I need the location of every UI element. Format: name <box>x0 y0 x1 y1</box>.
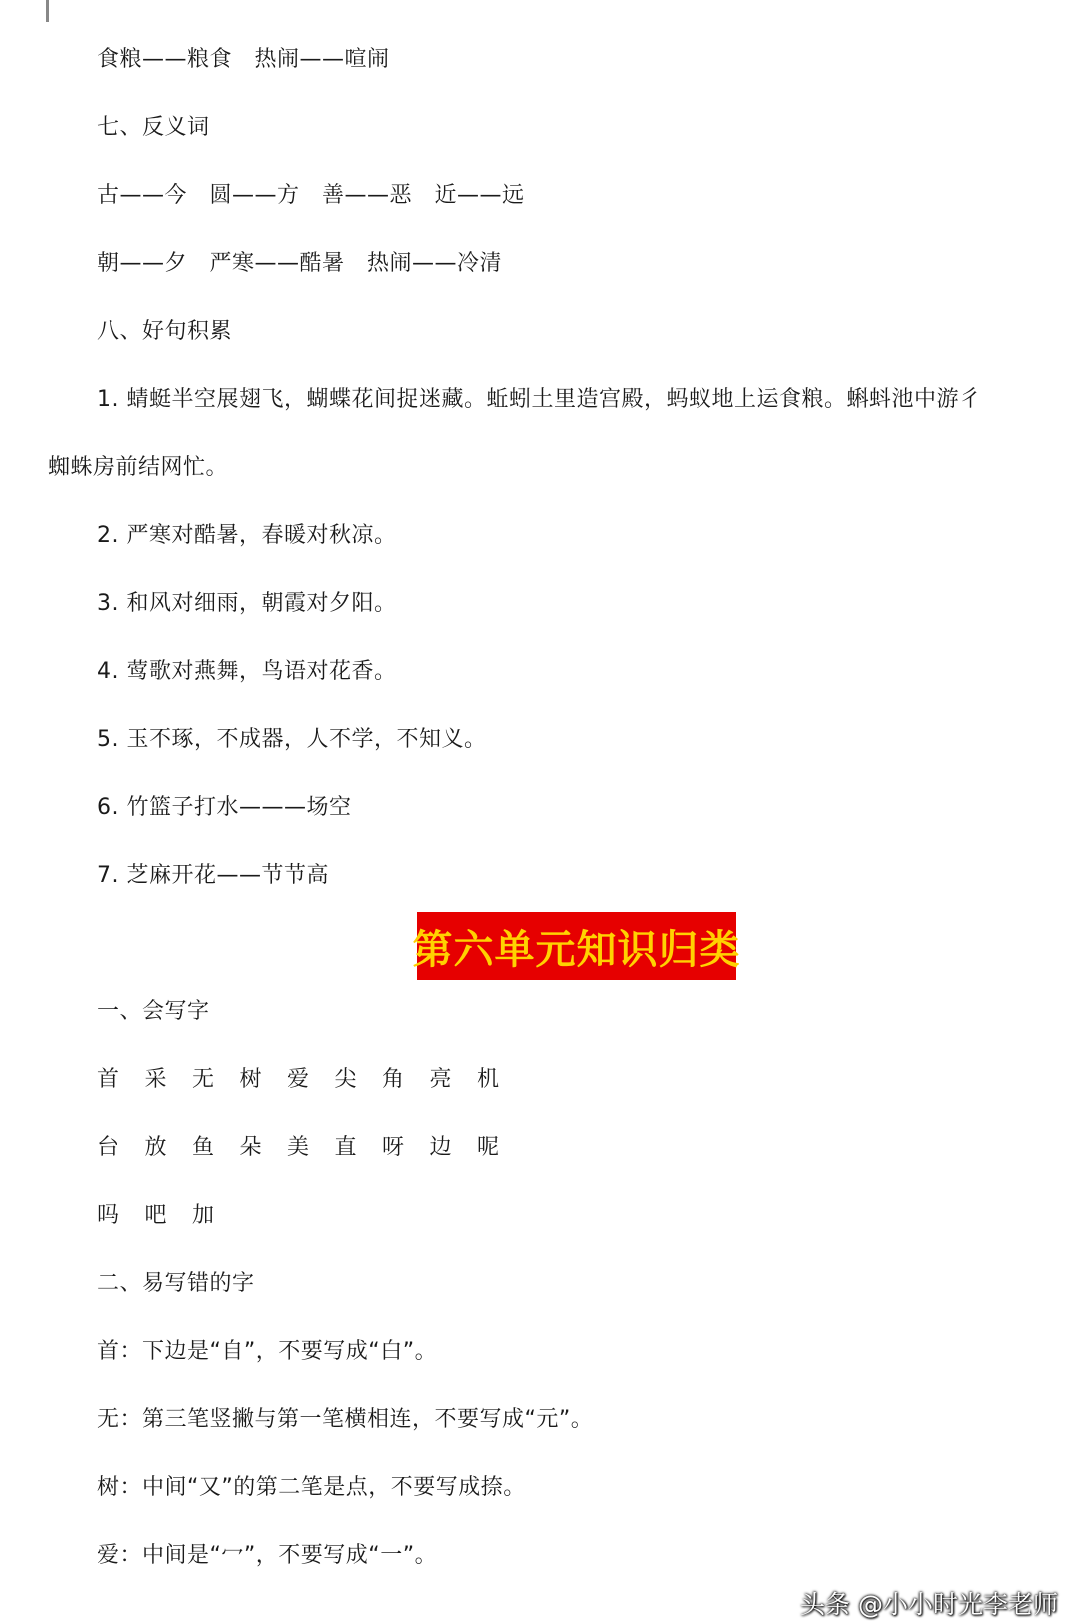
sentence-3: 3. 和风对细雨，朝霞对夕阳。 <box>97 591 397 616</box>
char-item: 美 <box>287 1135 310 1160</box>
char-item: 采 <box>144 1067 167 1092</box>
char-item: 边 <box>429 1135 452 1160</box>
mistake-2: 无：第三笔竖撇与第一笔横相连，不要写成“元”。 <box>97 1407 594 1432</box>
sentence-6: 6. 竹篮子打水———场空 <box>97 795 352 820</box>
char-item: 亮 <box>429 1067 452 1092</box>
char-item: 首 <box>97 1067 120 1092</box>
mistake-3: 树：中间“又”的第二笔是点，不要写成捺。 <box>97 1475 526 1500</box>
char-item: 角 <box>382 1067 405 1092</box>
char-item: 尖 <box>334 1067 357 1092</box>
sentence-5: 5. 玉不琢，不成器，人不学，不知义。 <box>97 727 487 752</box>
sentence-1-part-a: 1. 蜻蜓半空展翅飞，蝴蝶花间捉迷藏。蚯蚓土里造宫殿，蚂蚁地上运食粮。蝌蚪池中游彳 <box>97 387 982 412</box>
char-item: 直 <box>334 1135 357 1160</box>
heading-mistake-chars: 二、易写错的字 <box>97 1271 255 1296</box>
sentence-1-clip <box>0 385 1040 417</box>
antonyms-line-2: 朝——夕 严寒——酷暑 热闹——冷清 <box>97 251 503 276</box>
char-item: 台 <box>97 1135 120 1160</box>
sentence-4: 4. 莺歌对燕舞，鸟语对花香。 <box>97 659 397 684</box>
char-item: 朵 <box>239 1135 262 1160</box>
char-item: 呀 <box>382 1135 405 1160</box>
sentence-7: 7. 芝麻开花——节节高 <box>97 863 329 888</box>
heading-sentences: 八、好句积累 <box>97 319 233 344</box>
char-item: 无 <box>192 1067 215 1092</box>
chars-row-1 <box>97 1065 525 1095</box>
chars-row-3 <box>97 1201 240 1231</box>
char-item: 放 <box>144 1135 167 1160</box>
page-corner-mark <box>46 0 49 22</box>
char-item: 吗 <box>97 1203 120 1228</box>
chars-row-2 <box>97 1133 525 1163</box>
heading-write-chars: 一、会写字 <box>97 999 210 1024</box>
char-item: 加 <box>192 1203 215 1228</box>
watermark: 头条 @小小时光李老师 <box>800 1590 1058 1619</box>
char-item: 树 <box>239 1067 262 1092</box>
sentence-2: 2. 严寒对酷暑，春暖对秋凉。 <box>97 523 397 548</box>
unit6-banner <box>412 912 741 980</box>
antonyms-line-1: 古——今 圆——方 善——恶 近——远 <box>97 183 525 208</box>
char-item: 吧 <box>144 1203 167 1228</box>
char-item: 呢 <box>477 1135 500 1160</box>
char-item: 鱼 <box>192 1135 215 1160</box>
sentence-1-part-b: 蜘蛛房前结网忙。 <box>48 455 229 480</box>
unit6-banner-title: 第六单元知识归类 <box>412 925 741 973</box>
mistake-4: 爱：中间是“冖”，不要写成“一”。 <box>97 1543 438 1568</box>
char-item: 机 <box>477 1067 500 1092</box>
mistake-1: 首：下边是“自”，不要写成“白”。 <box>97 1339 438 1364</box>
char-item: 爱 <box>287 1067 310 1092</box>
homophone-line: 食粮——粮食 热闹——喧闹 <box>97 47 390 72</box>
heading-antonyms: 七、反义词 <box>97 115 210 140</box>
